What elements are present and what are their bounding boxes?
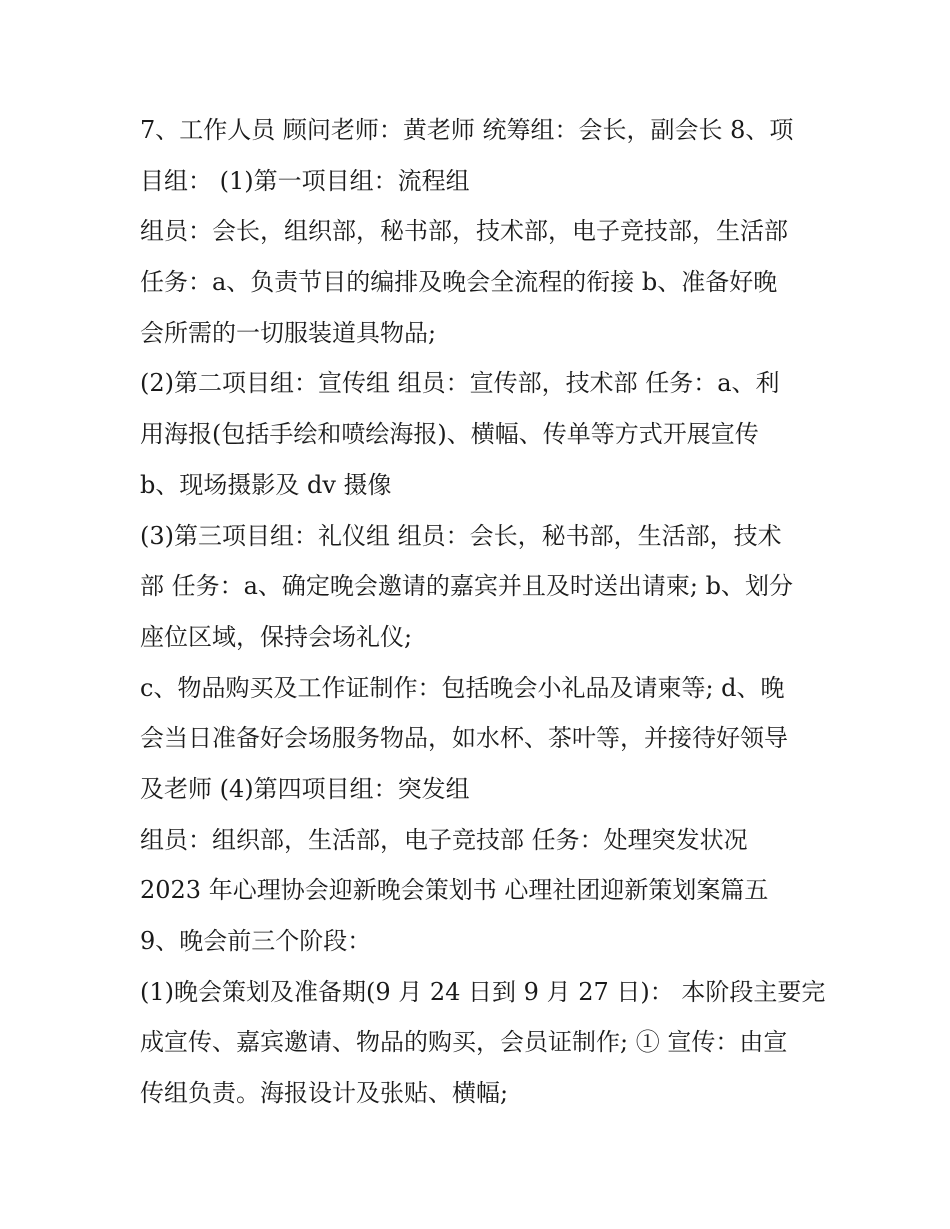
text-line-13: 会当日准备好会场服务物品，如水杯、茶叶等，并接待好领导 (140, 724, 788, 753)
text-line-7: 用海报(包括手绘和喷绘海报)、横幅、传单等方式开展宣传 (140, 420, 759, 449)
text-line-12: c、物品购买及工作证制作：包括晚会小礼品及请柬等; d、晚 (140, 673, 785, 702)
text-line-11: 座位区域，保持会场礼仪; (140, 622, 413, 651)
text-line-9: (3)第三项目组：礼仪组 组员：会长，秘书部，生活部，技术 (140, 521, 782, 550)
text-line-15: 组员：组织部，生活部，电子竞技部 任务：处理突发状况 (140, 825, 748, 854)
text-line-20: 传组负责。海报设计及张贴、横幅; (140, 1079, 509, 1108)
text-line-10: 部 任务：a、确定晚会邀请的嘉宾并且及时送出请柬; b、划分 (140, 572, 794, 601)
text-line-5: 会所需的一切服装道具物品; (140, 318, 437, 347)
text-line-14: 及老师 (4)第四项目组：突发组 (140, 774, 470, 803)
document-page (140, 105, 826, 1119)
text-line-2: 目组： (1)第一项目组：流程组 (140, 166, 470, 195)
text-line-6: (2)第二项目组：宣传组 组员：宣传部，技术部 任务：a、利 (140, 369, 780, 398)
text-line-17: 9、晚会前三个阶段： (140, 927, 372, 955)
text-line-3: 组员：会长，组织部，秘书部，技术部，电子竞技部，生活部 (140, 217, 788, 246)
text-line-18: (1)晚会策划及准备期(9 月 24 日到 9 月 27 日)： 本阶段主要完 (140, 977, 826, 1006)
text-line-8: b、现场摄影及 dv 摄像 (140, 470, 392, 499)
text-line-19: 成宣传、嘉宾邀请、物品的购买，会员证制作; ① 宣传：由宣 (140, 1028, 788, 1057)
text-line-4: 任务：a、负责节目的编排及晚会全流程的衔接 b、准备好晚 (140, 268, 778, 297)
text-line-1: 7、工作人员 顾问老师：黄老师 统筹组：会长，副会长 8、项 (140, 116, 794, 144)
text-line-16: 2023 年心理协会迎新晚会策划书 心理社团迎新策划案篇五 (140, 876, 769, 905)
